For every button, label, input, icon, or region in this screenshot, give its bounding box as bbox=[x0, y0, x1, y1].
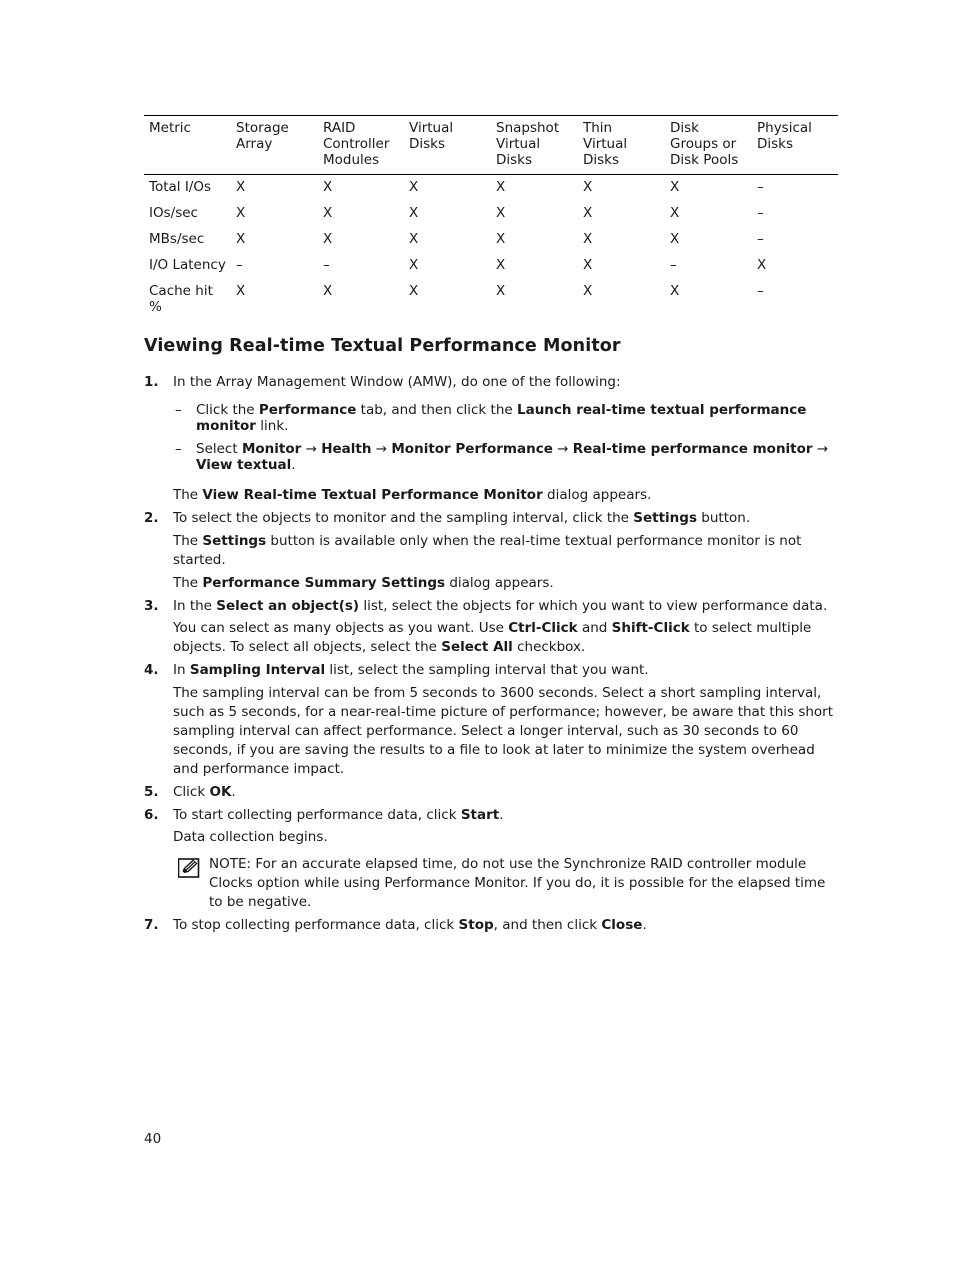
table-cell: X bbox=[496, 179, 506, 195]
steps-list bbox=[144, 373, 838, 935]
step-text-part: Settings bbox=[633, 510, 697, 526]
table-body bbox=[144, 175, 838, 320]
table-row bbox=[144, 226, 838, 252]
table-cell: X bbox=[236, 205, 246, 221]
sub-item bbox=[173, 402, 838, 434]
step-item bbox=[144, 661, 838, 779]
column-header-line: Disks bbox=[583, 152, 620, 168]
step-text bbox=[173, 661, 838, 680]
paragraph-text: to select multiple objects. To select all objects, select the bbox=[173, 620, 812, 655]
table-cell: X bbox=[409, 179, 419, 195]
paragraph-text: button is available only when the real-time textual performance monitor is not started. bbox=[173, 533, 802, 568]
paragraph-text: View Real-time Textual Performance Monitor bbox=[202, 487, 543, 503]
column-header bbox=[144, 116, 231, 175]
column-header bbox=[752, 116, 838, 175]
table-cell: X bbox=[236, 179, 246, 195]
sub-item-text: → bbox=[371, 441, 392, 457]
metric-name-cell: Cache hit % bbox=[149, 283, 213, 315]
column-header bbox=[231, 116, 318, 175]
step-text-part: button. bbox=[697, 510, 751, 526]
table-cell: X bbox=[670, 283, 680, 299]
table-cell: X bbox=[323, 205, 333, 221]
column-header-line: Storage bbox=[236, 120, 289, 136]
step-text-part: To select the objects to monitor and the sampling interval, click the bbox=[173, 510, 634, 526]
table-cell: X bbox=[323, 283, 333, 299]
step-item bbox=[144, 806, 838, 912]
sub-item-text: tab, and then click the bbox=[356, 402, 517, 418]
step-number: 1. bbox=[144, 374, 159, 390]
step-text bbox=[173, 916, 838, 935]
paragraph-text: Data collection begins. bbox=[173, 829, 328, 845]
step-number: 5. bbox=[144, 784, 159, 800]
note-text: For an accurate elapsed time, do not use the Synchronize RAID controller module Clocks option while using Performance Monitor. If you do, it is possible for the elapsed time to be negative. bbox=[209, 856, 826, 910]
step-text-part: . bbox=[231, 784, 236, 800]
step-item bbox=[144, 373, 838, 505]
note-pencil-icon bbox=[178, 858, 200, 878]
column-header-line: Snapshot bbox=[496, 120, 560, 136]
column-header-line: Array bbox=[236, 136, 273, 152]
step-text-part: Start bbox=[460, 807, 500, 823]
table-cell: X bbox=[583, 179, 593, 195]
step-number: 2. bbox=[144, 510, 159, 526]
table-cell: X bbox=[583, 283, 593, 299]
metrics-table bbox=[144, 115, 838, 319]
paragraph-text: Performance Summary Settings bbox=[202, 575, 446, 591]
column-header-line: Controller bbox=[323, 136, 390, 152]
step-text-part: In the bbox=[173, 598, 217, 614]
table-cell: X bbox=[670, 205, 680, 221]
paragraph-text: The bbox=[173, 487, 203, 503]
table-cell: – bbox=[236, 257, 243, 273]
column-header-line: Metric bbox=[149, 120, 191, 136]
table-cell: X bbox=[757, 257, 767, 273]
step-text-part: To start collecting performance data, click bbox=[173, 807, 461, 823]
note-label: NOTE: bbox=[209, 856, 252, 872]
sub-item-text: . bbox=[291, 457, 296, 473]
step-text-part: In bbox=[173, 662, 190, 678]
table-row bbox=[144, 175, 838, 201]
table-cell: X bbox=[409, 231, 419, 247]
table-cell: – bbox=[670, 257, 677, 273]
note-block bbox=[173, 855, 838, 912]
column-header-line: Modules bbox=[323, 152, 380, 168]
paragraph-text: and bbox=[577, 620, 612, 636]
sub-item-text: View textual bbox=[196, 457, 292, 473]
step-text-part: Stop bbox=[458, 917, 494, 933]
paragraph-text: The sampling interval can be from 5 seconds to 3600 seconds. Select a short sampling interval, such as 5 seconds, for a near-real-time picture of performance; however, be aware that this short sampling interval can affect performance. Select a longer interval, such as 30 seconds to 60 seconds, if you are saving the results to a file to look at later to minimize the system overhead and performance impact. bbox=[173, 685, 834, 777]
step-text-part: Sampling Interval bbox=[189, 662, 326, 678]
step-paragraph bbox=[173, 532, 838, 570]
column-header bbox=[578, 116, 665, 175]
paragraph-text: You can select as many objects as you want. Use bbox=[173, 620, 509, 636]
column-header-line: Physical bbox=[757, 120, 812, 136]
paragraph-text: Shift-Click bbox=[611, 620, 690, 636]
column-header bbox=[404, 116, 491, 175]
step-text-part: list, select the objects for which you want to view performance data. bbox=[359, 598, 828, 614]
step-number: 4. bbox=[144, 662, 159, 678]
column-header-line: Virtual bbox=[496, 136, 541, 152]
sub-item-text: Select bbox=[196, 441, 242, 457]
sub-item-text: Launch real-time textual performance monitor bbox=[196, 402, 807, 434]
table-row bbox=[144, 278, 838, 319]
table-cell: X bbox=[496, 283, 506, 299]
step-text bbox=[173, 509, 838, 528]
step-paragraph bbox=[173, 486, 838, 505]
column-header-line: Disk Pools bbox=[670, 152, 739, 168]
table-cell: X bbox=[323, 179, 333, 195]
paragraph-text: checkbox. bbox=[512, 639, 586, 655]
page-content bbox=[144, 115, 838, 933]
step-text-part: OK bbox=[209, 784, 232, 800]
paragraph-text: dialog appears. bbox=[445, 575, 554, 591]
table-cell: X bbox=[236, 231, 246, 247]
step-text-part: Click bbox=[173, 784, 210, 800]
step-number: 3. bbox=[144, 598, 159, 614]
step-text bbox=[173, 806, 838, 825]
column-header-line: Disk bbox=[670, 120, 699, 136]
table-cell: X bbox=[323, 231, 333, 247]
step-item bbox=[144, 783, 838, 802]
table-cell: – bbox=[323, 257, 330, 273]
sub-item bbox=[173, 441, 838, 473]
table-cell: X bbox=[670, 179, 680, 195]
metric-name-cell: MBs/sec bbox=[149, 231, 205, 247]
step-text bbox=[173, 373, 838, 392]
table-cell: X bbox=[583, 205, 593, 221]
table-cell: X bbox=[409, 205, 419, 221]
metric-name-cell: I/O Latency bbox=[149, 257, 226, 273]
column-header bbox=[665, 116, 752, 175]
sub-item-text: → bbox=[812, 441, 829, 457]
metric-name-cell: Total I/Os bbox=[149, 179, 212, 195]
step-text-part: , and then click bbox=[493, 917, 602, 933]
paragraph-text: Ctrl-Click bbox=[508, 620, 578, 636]
paragraph-text: The bbox=[173, 533, 203, 549]
step-item bbox=[144, 509, 838, 593]
step-paragraph bbox=[173, 684, 838, 779]
sub-item-text: Monitor bbox=[241, 441, 302, 457]
step-paragraph bbox=[173, 619, 838, 657]
table-cell: X bbox=[496, 257, 506, 273]
step-paragraph bbox=[173, 828, 838, 847]
paragraph-text: The bbox=[173, 575, 203, 591]
table-cell: X bbox=[496, 231, 506, 247]
table-header-row bbox=[144, 116, 838, 175]
paragraph-text: dialog appears. bbox=[542, 487, 652, 503]
step-item bbox=[144, 597, 838, 657]
paragraph-text: Settings bbox=[202, 533, 267, 549]
table-cell: X bbox=[583, 231, 593, 247]
sub-item-text: Click the bbox=[196, 402, 259, 418]
table-cell: X bbox=[670, 231, 680, 247]
sub-item-text: Health bbox=[321, 441, 372, 457]
column-header-line: RAID bbox=[323, 120, 356, 136]
step-text-part: Close bbox=[601, 917, 643, 933]
step-text-part: . bbox=[642, 917, 647, 933]
table-row bbox=[144, 200, 838, 226]
column-header bbox=[491, 116, 578, 175]
sub-item-text: → bbox=[552, 441, 573, 457]
table-cell: – bbox=[757, 283, 764, 299]
step-text bbox=[173, 597, 838, 616]
page-number: 40 bbox=[144, 1131, 162, 1147]
table-row bbox=[144, 252, 838, 278]
dash-bullet: – bbox=[175, 402, 182, 418]
table-cell: X bbox=[236, 283, 246, 299]
table-cell: X bbox=[583, 257, 593, 273]
column-header-line: Disks bbox=[757, 136, 794, 152]
sub-item-text: Performance bbox=[258, 402, 357, 418]
step-text-part: list, select the sampling interval that you want. bbox=[325, 662, 649, 678]
step-paragraph bbox=[173, 574, 838, 593]
column-header-line: Virtual bbox=[409, 120, 454, 136]
column-header-line: Disks bbox=[496, 152, 533, 168]
step-item bbox=[144, 916, 838, 935]
section-title: Viewing Real-time Textual Performance Monitor bbox=[144, 336, 621, 356]
paragraph-text: Select All bbox=[441, 639, 513, 655]
table-cell: – bbox=[757, 179, 764, 195]
column-header-line: Groups or bbox=[670, 136, 737, 152]
step-text-part: . bbox=[499, 807, 504, 823]
step-text bbox=[173, 783, 838, 802]
table-cell: X bbox=[409, 257, 419, 273]
table-cell: – bbox=[757, 231, 764, 247]
column-header-line: Thin Virtual bbox=[583, 120, 628, 152]
step-text-part: To stop collecting performance data, click bbox=[173, 917, 459, 933]
step-number: 7. bbox=[144, 917, 159, 933]
sub-item-text: Real-time performance monitor bbox=[572, 441, 813, 457]
dash-bullet: – bbox=[175, 441, 182, 457]
step-text-part: Select an object(s) bbox=[216, 598, 360, 614]
column-header bbox=[318, 116, 404, 175]
step-number: 6. bbox=[144, 807, 159, 823]
table-cell: – bbox=[757, 205, 764, 221]
sub-item-text: → bbox=[301, 441, 322, 457]
step-text-part: In the Array Management Window (AMW), do one of the following: bbox=[173, 374, 621, 390]
table-cell: X bbox=[409, 283, 419, 299]
sub-item-text: Monitor Performance bbox=[391, 441, 553, 457]
column-header-line: Disks bbox=[409, 136, 446, 152]
metric-name-cell: IOs/sec bbox=[149, 205, 198, 221]
sub-item-text: link. bbox=[255, 418, 289, 434]
table-cell: X bbox=[496, 205, 506, 221]
